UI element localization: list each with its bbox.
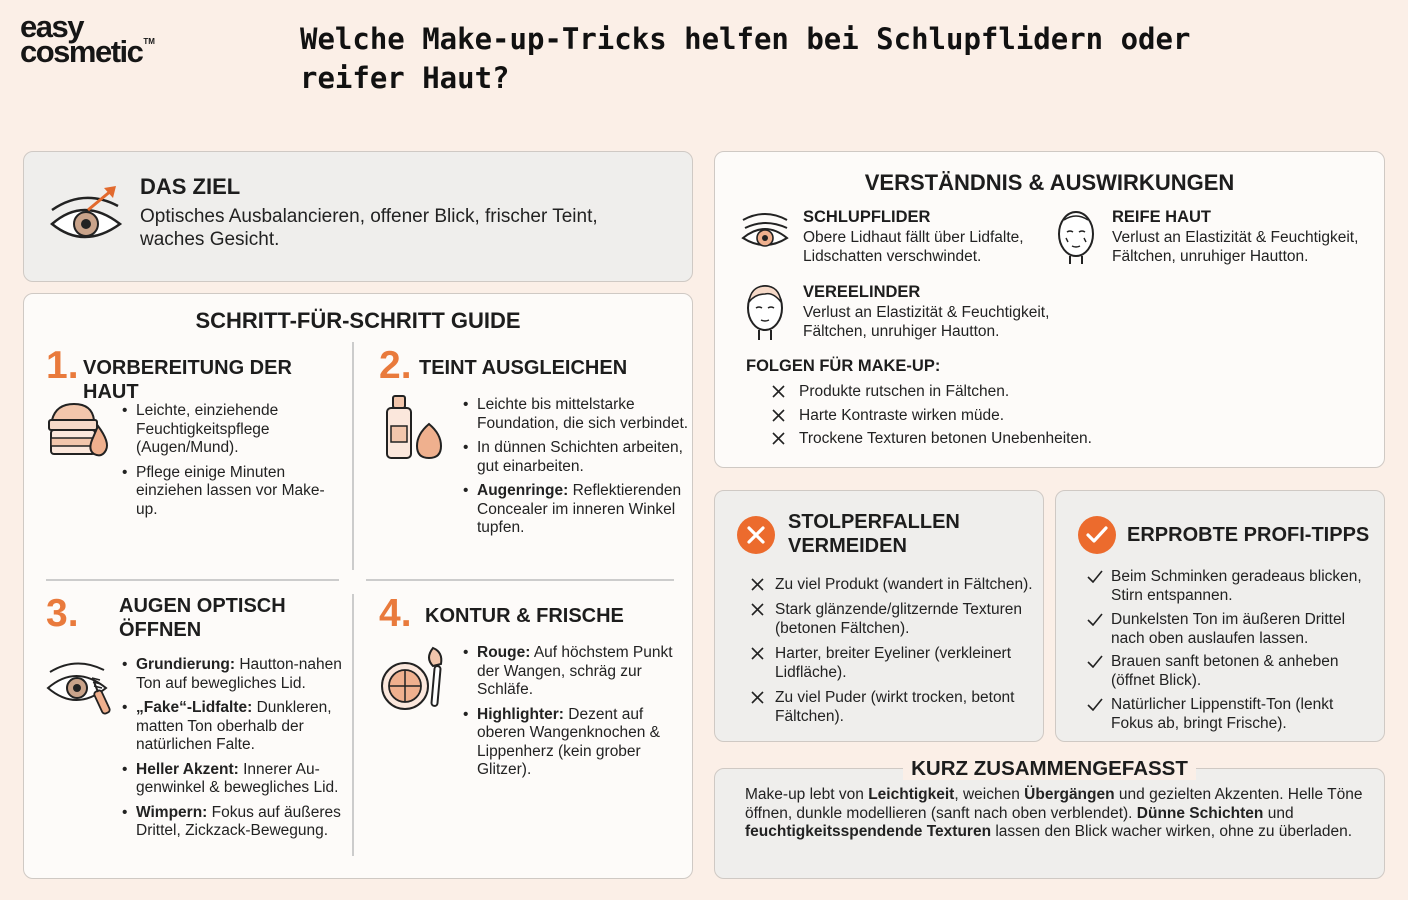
list-item (122, 402, 332, 458)
understanding-heading: VERSTÄNDNIS & AUSWIRKUNGEN (864, 170, 1235, 195)
divider (352, 342, 354, 570)
bullet-text: Reflektierenden Concealer im inneren Winkel tupfen. (477, 482, 682, 536)
list-item (122, 761, 344, 798)
x-icon (772, 432, 785, 445)
list-item (749, 600, 1041, 638)
step-title-line: ÖFFNEN (119, 619, 202, 641)
list-item (1085, 567, 1381, 605)
step-number: 1. (46, 344, 79, 387)
foundation-bottle-icon (383, 394, 445, 464)
third-item (743, 282, 1063, 352)
pitfall-text: (betonen Fältchen). (775, 620, 910, 637)
check-icon (1087, 655, 1103, 668)
face-icon (743, 282, 787, 342)
step-title-line: AUGEN OPTISCH (119, 595, 286, 617)
list-item (1085, 610, 1381, 648)
mature-face-icon (1054, 208, 1098, 266)
pitfall-text: Harter, breiter Eyeliner (verkleinert (775, 645, 1012, 662)
list-item (749, 688, 1041, 726)
hooded-eyes-item (741, 208, 1041, 278)
tips-heading: ERPROBTE PROFI-TIPPS (1127, 524, 1370, 546)
effect-text: Harte Kontraste wirken müde. (799, 406, 1005, 424)
x-icon (751, 578, 764, 591)
pitfalls-list (749, 575, 1041, 726)
step-2 (379, 344, 689, 574)
bullet-text: In dünnen Schichten arbeiten, gut einarbeiten. (477, 439, 683, 475)
item-title: SCHLUPFLIDER (803, 208, 931, 226)
step-title (119, 594, 286, 642)
goal-card (23, 151, 693, 282)
pitfalls-card (714, 490, 1044, 742)
eye-mascara-icon (46, 658, 118, 720)
tips-card (1055, 490, 1385, 742)
bullet-text: Innerer Au-genwinkel & bewegliches Lid. (136, 760, 339, 796)
tip-text: Brauen sanft betonen & anheben (1111, 653, 1339, 670)
summary-fragment: und (1263, 804, 1294, 822)
bullet-text: Dezent auf oberen Wangenknochen & Lippenherz (kein grober Glitzer). (477, 705, 660, 778)
summary-bold: Dünne Schichten (1136, 804, 1264, 822)
check-icon (1087, 613, 1103, 626)
item-line: Lidschatten verschwindet. (803, 248, 982, 265)
item-description (803, 228, 1024, 266)
step-number: 2. (379, 344, 412, 387)
step-3 (46, 592, 346, 862)
bullet-bold: Highlighter: (477, 705, 564, 723)
list-item (122, 699, 344, 755)
list-item (773, 429, 1092, 448)
list-item (749, 644, 1041, 682)
item-title: VEREELINDER (803, 283, 921, 301)
bullet-bold: Rouge: (477, 644, 531, 661)
step-bullets (122, 402, 332, 525)
step-number: 3. (46, 592, 79, 635)
divider (46, 579, 339, 581)
step-title: KONTUR & FRISCHE (425, 605, 624, 627)
bullet-text: Fokus auf äußeres Drittel, Zickzack-Bewegung. (136, 803, 341, 839)
item-description (1112, 228, 1358, 266)
divider (352, 594, 354, 856)
item-line: Verlust an Elastizität & Feuchtigkeit, (1112, 229, 1359, 246)
bullet-text: Auf höchstem Punkt der Wangen, schräg zur Schläfe. (477, 644, 673, 698)
item-description (803, 303, 1049, 341)
summary-fragment: und gezielten Akzenten. Helle Töne öffnen, dunkle modellieren (sanft nach oben verblendet). (745, 786, 1363, 822)
item-line: Verlust an Elastizität & Feuchtigkeit, (803, 304, 1050, 321)
bullet-text: Leichte, einziehende Feuchtigkeitspflege (Augen/Mund). (136, 402, 279, 456)
eye-arrow-icon (48, 182, 128, 252)
page-title: Welche Make-up-Tricks helfen bei Schlupflidern oder reifer Haut? (300, 22, 1191, 95)
heading-line: STOLPERFALLEN (788, 511, 960, 533)
check-icon (1087, 698, 1103, 711)
list-item (122, 656, 344, 693)
summary-bold: Übergängen (1024, 786, 1115, 803)
tip-text: Natürlicher Lippenstift-Ton (lenkt (1111, 695, 1334, 713)
summary-fragment: Make-up lebt von (745, 786, 869, 803)
x-icon (751, 691, 764, 704)
guide-heading: SCHRITT-FÜR-SCHRITT GUIDE (195, 308, 521, 333)
item-line: Fältchen, unruhiger Hautton. (803, 323, 1000, 340)
tips-list (1085, 567, 1381, 733)
list-item (773, 382, 1092, 401)
pitfall-text: Zu viel Produkt (wandert in Fältchen). (775, 576, 1033, 593)
mature-skin-item (1054, 208, 1374, 278)
pitfalls-heading (788, 510, 960, 558)
x-icon (751, 647, 764, 660)
summary-fragment: lassen den Blick wacher wirken, ohne zu überladen. (991, 823, 1353, 840)
summary-bold: Leichtigkeit (868, 786, 955, 803)
list-item (122, 464, 332, 520)
summary-text (745, 786, 1370, 842)
bullet-bold: „Fake“-Lidfalte: (136, 699, 253, 716)
heading-line: VERMEIDEN (788, 535, 907, 557)
goal-heading: DAS ZIEL (140, 174, 241, 199)
summary-card (714, 757, 1385, 879)
x-circle-icon (737, 516, 775, 554)
divider (366, 579, 674, 581)
bullet-bold: Wimpern: (136, 803, 208, 821)
summary-fragment: , weichen (954, 786, 1025, 803)
brand-logo (20, 9, 155, 70)
list-item (1085, 695, 1381, 733)
bullet-bold: Heller Akzent: (136, 760, 239, 778)
bullet-bold: Grundierung: (136, 656, 236, 673)
pitfall-text: Stark glänzende/glitzernde Texturen (775, 601, 1023, 618)
list-item (749, 575, 1041, 594)
guide-card (23, 293, 693, 879)
cream-jar-icon (46, 398, 112, 460)
logo-trademark: TM (143, 37, 155, 47)
tip-text: Beim Schminken geradeaus blicken, (1111, 568, 1362, 585)
pitfall-text: Lidfläche). (775, 664, 847, 681)
bullet-text: Dunkleren, matten Ton oberhalb der natürlichen Falte. (136, 699, 332, 753)
x-icon (772, 409, 785, 422)
blush-brush-icon (379, 646, 449, 712)
logo-word: cosmetic (20, 34, 143, 70)
effect-text: Trockene Texturen betonen Unebenheiten. (799, 430, 1092, 447)
check-circle-icon (1078, 516, 1116, 554)
hooded-eye-icon (741, 208, 791, 258)
list-item (463, 706, 689, 780)
logo-line-easy: easy (20, 9, 83, 44)
goal-text: Optisches Ausbalancieren, offener Blick, frischer Teint, waches Gesicht. (140, 206, 598, 250)
list-item (463, 482, 689, 538)
x-icon (772, 385, 785, 398)
summary-heading (715, 757, 1384, 781)
list-item (463, 644, 689, 700)
pitfall-text: Zu viel Puder (wirkt trocken, betont (775, 689, 1015, 706)
tip-text: (öffnet Blick). (1111, 672, 1202, 689)
item-line: Obere Lidhaut fällt über Lidfalte, (803, 229, 1024, 246)
step-4 (379, 592, 689, 862)
list-item (1085, 652, 1381, 690)
summary-heading-text: KURZ ZUSAMMENGEFASST (903, 757, 1196, 780)
bullet-text: Hautton-nahen Ton auf bewegliches Lid. (136, 656, 342, 692)
step-title: TEINT AUSGLEICHEN (419, 357, 628, 379)
effects-list (773, 382, 1092, 448)
bullet-bold: Augenringe: (477, 482, 569, 499)
tip-text: Dunkelsten Ton im äußeren Drittel (1111, 610, 1346, 628)
step-bullets (463, 396, 689, 544)
tip-text: Fokus ab, bringt Frische). (1111, 714, 1287, 732)
tip-text: Stirn entspannen. (1111, 587, 1233, 604)
list-item (773, 406, 1092, 425)
effect-text: Produkte rutschen in Fältchen. (799, 383, 1010, 400)
bullet-text: Pflege einige Minuten einziehen lassen vor Make-up. (136, 463, 325, 518)
tip-text: nach oben auslaufen lassen. (1111, 629, 1309, 647)
list-item (463, 439, 689, 476)
step-title: VORBEREITUNG DER HAUT (83, 357, 292, 403)
step-bullets (122, 656, 344, 847)
pitfall-text: Fältchen). (775, 708, 844, 725)
logo-line-cosmetic (20, 34, 155, 70)
step-bullets (463, 644, 689, 786)
list-item (463, 396, 689, 433)
step-1 (46, 344, 346, 564)
bullet-text: Leichte bis mittelstarke Foundation, die sich verbindet. (477, 396, 689, 432)
summary-bold: feuchtigkeitsspendende Texturen (745, 823, 992, 840)
understanding-card (714, 151, 1385, 468)
item-title: REIFE HAUT (1112, 208, 1211, 226)
step-number: 4. (379, 592, 412, 635)
x-icon (751, 603, 764, 616)
list-item (122, 804, 344, 841)
item-line: Fältchen, unruhiger Hautton. (1112, 248, 1309, 265)
effects-heading: FOLGEN FÜR MAKE-UP: (746, 357, 941, 375)
check-icon (1087, 570, 1103, 583)
